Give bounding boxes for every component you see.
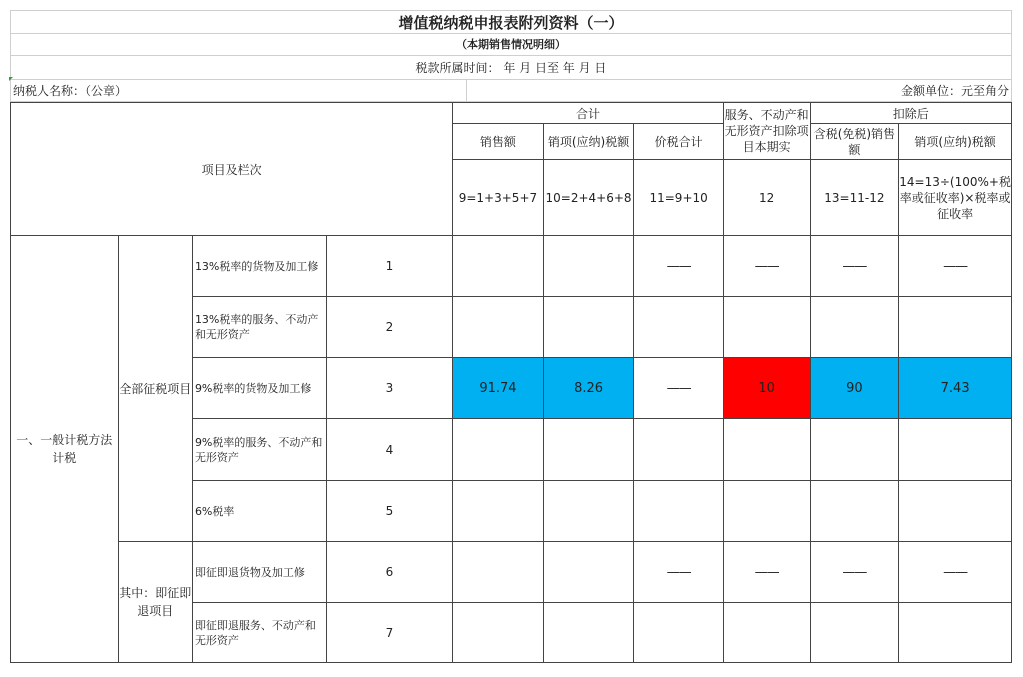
row-number[interactable]: 5 bbox=[326, 481, 453, 542]
cell[interactable]: —— bbox=[634, 358, 723, 419]
cell[interactable] bbox=[634, 297, 723, 358]
cell[interactable] bbox=[634, 481, 723, 542]
tax-period: 税款所属时间： 年 月 日至 年 月 日 bbox=[10, 56, 1012, 80]
cell[interactable] bbox=[723, 419, 810, 481]
cell[interactable] bbox=[543, 481, 634, 542]
cell[interactable] bbox=[453, 542, 543, 603]
cell[interactable] bbox=[810, 481, 899, 542]
cell[interactable] bbox=[723, 481, 810, 542]
cell[interactable] bbox=[453, 419, 543, 481]
cell[interactable] bbox=[899, 481, 1012, 542]
cell[interactable] bbox=[543, 542, 634, 603]
cell-after-tax-highlighted[interactable]: 7.43 bbox=[899, 358, 1012, 419]
row-number[interactable]: 6 bbox=[326, 542, 453, 603]
header-item-column: 项目及栏次 bbox=[11, 103, 453, 236]
cell[interactable] bbox=[899, 603, 1012, 663]
header-after-sales: 含税(免税)销售额 bbox=[810, 124, 899, 160]
header-group-total: 合计 bbox=[453, 103, 724, 124]
cell[interactable]: —— bbox=[810, 236, 899, 297]
cell[interactable] bbox=[453, 236, 543, 297]
form-title: 增值税纳税申报表附列资料（一） bbox=[10, 10, 1012, 34]
cell[interactable] bbox=[543, 297, 634, 358]
cell[interactable] bbox=[634, 603, 723, 663]
cell[interactable]: —— bbox=[723, 236, 810, 297]
cell[interactable]: —— bbox=[723, 542, 810, 603]
formula-12: 12 bbox=[723, 160, 810, 236]
cell[interactable] bbox=[453, 603, 543, 663]
taxpayer-name-label: 纳税人名称：（公章） bbox=[13, 84, 128, 98]
cell[interactable] bbox=[899, 297, 1012, 358]
cell-after-sales-highlighted[interactable]: 90 bbox=[810, 358, 899, 419]
group-all-taxable: 全部征税项目 bbox=[118, 236, 192, 542]
formula-9: 9=1+3+5+7 bbox=[453, 160, 543, 236]
header-sales: 销售额 bbox=[453, 124, 543, 160]
row-number[interactable]: 3 bbox=[326, 358, 453, 419]
header-group-after: 扣除后 bbox=[810, 103, 1011, 124]
row-label[interactable]: 6%税率 bbox=[192, 481, 326, 542]
cell[interactable] bbox=[723, 603, 810, 663]
cell[interactable] bbox=[899, 419, 1012, 481]
cell[interactable] bbox=[810, 419, 899, 481]
cell[interactable]: —— bbox=[810, 542, 899, 603]
header-total: 价税合计 bbox=[634, 124, 723, 160]
cell-output-tax-highlighted[interactable]: 8.26 bbox=[543, 358, 634, 419]
header-after-tax: 销项(应纳)税额 bbox=[899, 124, 1012, 160]
formula-13: 13=11-12 bbox=[810, 160, 899, 236]
row-label[interactable]: 13%税率的货物及加工修 bbox=[192, 236, 326, 297]
section-general-method: 一、一般计税方法计税 bbox=[11, 236, 119, 663]
cell[interactable] bbox=[543, 419, 634, 481]
row-label[interactable]: 9%税率的货物及加工修 bbox=[192, 358, 326, 419]
row-label[interactable]: 即征即退货物及加工修 bbox=[192, 542, 326, 603]
row-number[interactable]: 1 bbox=[326, 236, 453, 297]
group-refund-items: 其中：即征即退项目 bbox=[118, 542, 192, 663]
row-label[interactable]: 13%税率的服务、不动产和无形资产 bbox=[192, 297, 326, 358]
cell[interactable] bbox=[453, 481, 543, 542]
formula-10: 10=2+4+6+8 bbox=[543, 160, 634, 236]
row-label[interactable]: 即征即退服务、不动产和无形资产 bbox=[192, 603, 326, 663]
formula-14: 14=13÷(100%+税率或征收率)×税率或征收率 bbox=[899, 160, 1012, 236]
sales-detail-table bbox=[10, 102, 1012, 663]
header-output-tax: 销项(应纳)税额 bbox=[543, 124, 634, 160]
cell-deduct-highlighted[interactable]: 10 bbox=[723, 358, 810, 419]
cell[interactable] bbox=[543, 236, 634, 297]
cell[interactable] bbox=[453, 297, 543, 358]
cell[interactable] bbox=[810, 297, 899, 358]
cell[interactable]: —— bbox=[634, 236, 723, 297]
cell[interactable]: —— bbox=[899, 542, 1012, 603]
cell-sales-highlighted[interactable]: 91.74 bbox=[453, 358, 543, 419]
row-label[interactable]: 9%税率的服务、不动产和无形资产 bbox=[192, 419, 326, 481]
formula-11: 11=9+10 bbox=[634, 160, 723, 236]
cell[interactable]: —— bbox=[634, 542, 723, 603]
row-number[interactable]: 2 bbox=[326, 297, 453, 358]
cell[interactable] bbox=[543, 603, 634, 663]
cell[interactable] bbox=[810, 603, 899, 663]
cell[interactable] bbox=[634, 419, 723, 481]
form-subtitle: （本期销售情况明细） bbox=[10, 34, 1012, 56]
cell[interactable]: —— bbox=[899, 236, 1012, 297]
amount-unit-label: 金额单位：元至角分 bbox=[900, 84, 1009, 98]
row-number[interactable]: 7 bbox=[326, 603, 453, 663]
cell[interactable] bbox=[723, 297, 810, 358]
spreadsheet bbox=[10, 10, 1012, 666]
row-number[interactable]: 4 bbox=[326, 419, 453, 481]
header-deduct-items: 服务、不动产和无形资产扣除项目本期实 bbox=[723, 103, 810, 160]
info-row bbox=[10, 80, 1012, 102]
